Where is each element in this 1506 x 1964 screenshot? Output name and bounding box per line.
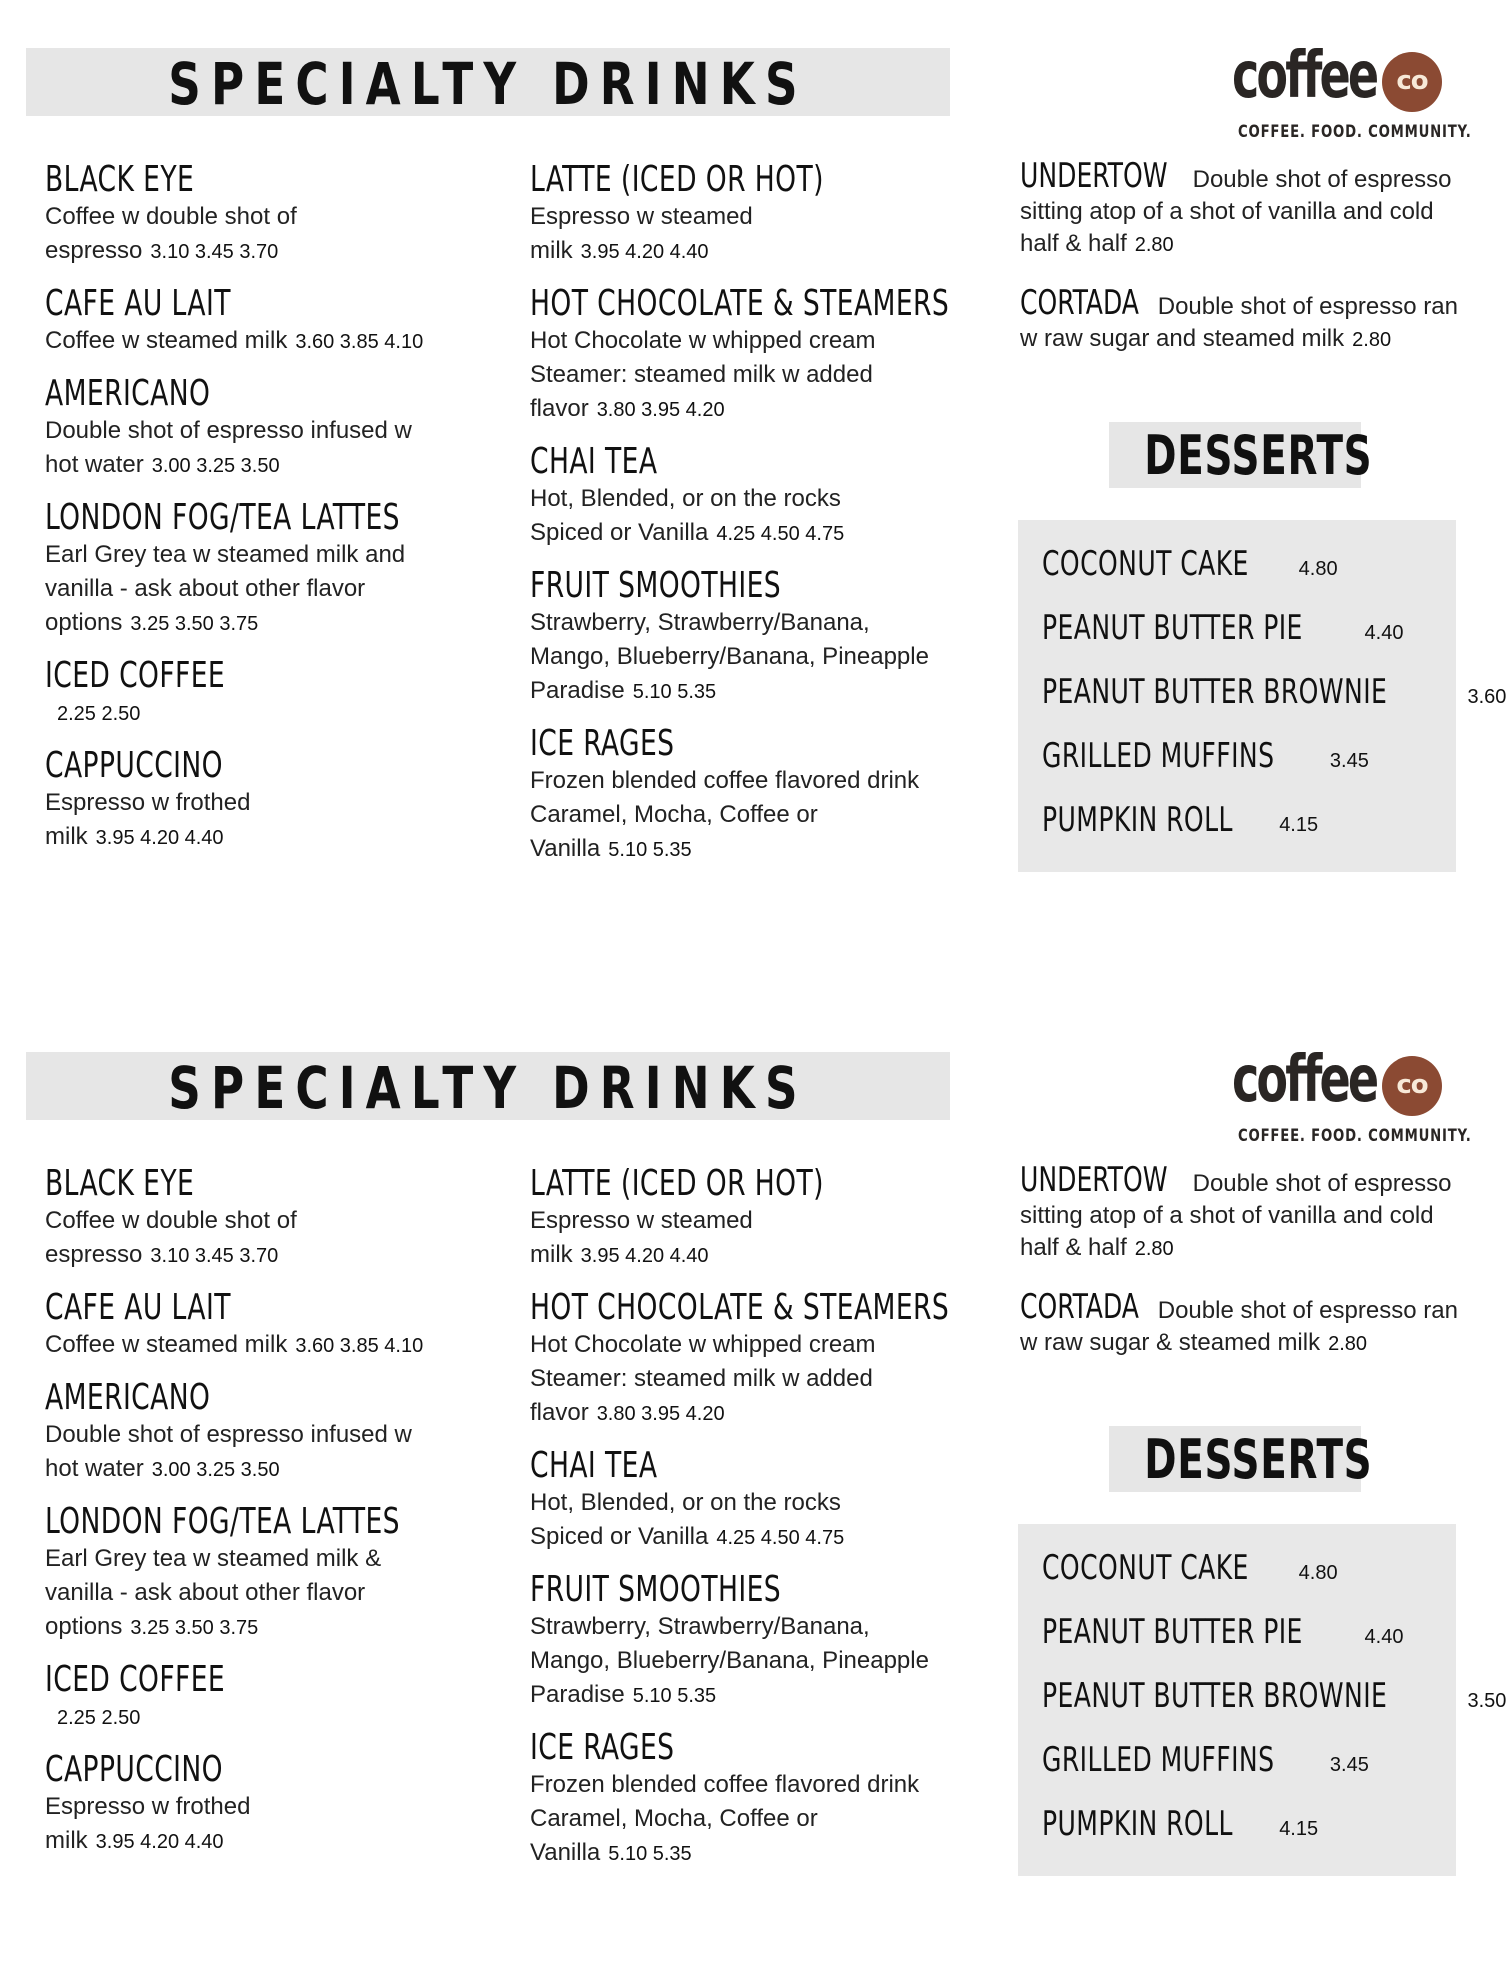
menu-item bbox=[45, 498, 505, 641]
desserts-heading: DESSERTS bbox=[1109, 1426, 1361, 1492]
item-name: BLACK EYE bbox=[45, 1164, 422, 1204]
item-name: ICED COFFEE bbox=[45, 1660, 422, 1700]
item-price: 3.10 3.45 3.70 bbox=[150, 1245, 278, 1267]
item-name: LATTE (ICED OR HOT) bbox=[530, 1164, 915, 1204]
item-name: HOT CHOCOLATE & STEAMERS bbox=[530, 1288, 915, 1328]
item-name: ICE RAGES bbox=[530, 1728, 915, 1768]
desserts-list bbox=[1018, 1524, 1456, 1876]
dessert-price: 4.40 bbox=[1365, 1626, 1404, 1648]
item-price: 3.00 3.25 3.50 bbox=[152, 455, 280, 477]
menu-item bbox=[530, 160, 1000, 269]
dessert-price: 3.60 bbox=[1468, 686, 1506, 708]
drinks-column-1 bbox=[45, 160, 505, 870]
logo-tagline: COFFEE. FOOD. COMMUNITY. bbox=[1238, 1126, 1472, 1146]
dessert-name: PEANUT BUTTER PIE bbox=[1042, 1612, 1303, 1652]
menu-item bbox=[1020, 160, 1460, 261]
item-price: 2.80 bbox=[1135, 1238, 1174, 1260]
dessert-price: 4.80 bbox=[1299, 558, 1338, 580]
item-name: CAPPUCCINO bbox=[45, 746, 422, 786]
dessert-price: 4.15 bbox=[1279, 1818, 1318, 1840]
dessert-price: 3.45 bbox=[1330, 1754, 1369, 1776]
menu-item bbox=[45, 374, 505, 483]
item-name: BLACK EYE bbox=[45, 160, 422, 200]
item-name: HOT CHOCOLATE & STEAMERS bbox=[530, 284, 915, 324]
menu-item bbox=[45, 1750, 505, 1859]
menu-item bbox=[45, 1164, 505, 1273]
item-price: 4.25 4.50 4.75 bbox=[716, 1527, 844, 1549]
menu-item bbox=[45, 656, 505, 731]
desserts-heading: DESSERTS bbox=[1109, 422, 1361, 488]
dessert-name: PUMPKIN ROLL bbox=[1042, 1804, 1233, 1844]
item-price: 3.25 3.50 3.75 bbox=[130, 1617, 258, 1639]
dessert-price: 4.80 bbox=[1299, 1562, 1338, 1584]
coffee-co-logo bbox=[1230, 1040, 1450, 1150]
item-name: CAFE AU LAIT bbox=[45, 284, 422, 324]
menu-title: SPECIALTY DRINKS bbox=[128, 48, 849, 116]
item-name: CHAI TEA bbox=[530, 1446, 915, 1486]
item-price: 3.80 3.95 4.20 bbox=[597, 399, 725, 421]
item-price: 5.10 5.35 bbox=[633, 1685, 716, 1707]
item-price: 2.25 2.50 bbox=[57, 1701, 140, 1735]
item-description: Double shot of espresso ran w raw sugar and steamed milk bbox=[1020, 293, 1458, 352]
menu-item bbox=[530, 566, 1000, 709]
item-name: CAPPUCCINO bbox=[45, 1750, 422, 1790]
dessert-item bbox=[1042, 1548, 1338, 1588]
dessert-price: 4.40 bbox=[1365, 622, 1404, 644]
coffee-co-logo bbox=[1230, 36, 1450, 146]
item-price: 3.60 3.85 4.10 bbox=[295, 1335, 423, 1357]
menu-item bbox=[530, 1288, 1000, 1431]
menu-title: SPECIALTY DRINKS bbox=[128, 1052, 849, 1120]
item-name: CORTADA bbox=[1020, 287, 1139, 319]
drinks-column-2 bbox=[530, 1164, 1000, 1886]
menu-item bbox=[45, 284, 505, 359]
item-description: Strawberry, Strawberry/Banana, Mango, Blueberry/Banana, Pineapple Paradise bbox=[530, 609, 929, 704]
item-price: 5.10 5.35 bbox=[608, 1843, 691, 1865]
item-price: 3.95 4.20 4.40 bbox=[581, 1245, 709, 1267]
item-description: Strawberry, Strawberry/Banana, Mango, Blueberry/Banana, Pineapple Paradise bbox=[530, 1613, 929, 1708]
dessert-item bbox=[1042, 800, 1318, 840]
menu-item bbox=[45, 1288, 505, 1363]
menu-sheet-top bbox=[0, 0, 1484, 960]
item-price: 5.10 5.35 bbox=[608, 839, 691, 861]
item-price: 3.80 3.95 4.20 bbox=[597, 1403, 725, 1425]
item-description: Frozen blended coffee flavored drink Caramel, Mocha, Coffee or Vanilla bbox=[530, 1771, 919, 1866]
menu-item bbox=[1020, 1291, 1460, 1360]
logo-wordmark: coffee bbox=[1232, 36, 1376, 116]
item-description: Double shot of espresso sitting atop of a shot of vanilla and cold half & half bbox=[1020, 166, 1451, 257]
item-name: FRUIT SMOOTHIES bbox=[530, 1570, 915, 1610]
item-name: LONDON FOG/TEA LATTES bbox=[45, 498, 422, 538]
item-price: 2.80 bbox=[1352, 329, 1391, 351]
item-description: Coffee w double shot of espresso bbox=[45, 1207, 297, 1268]
menu-item bbox=[530, 284, 1000, 427]
item-price: 3.95 4.20 4.40 bbox=[581, 241, 709, 263]
menu-item bbox=[1020, 287, 1460, 356]
dessert-name: PEANUT BUTTER PIE bbox=[1042, 608, 1303, 648]
logo-wordmark: coffee bbox=[1232, 1040, 1376, 1120]
item-price: 2.80 bbox=[1135, 234, 1174, 256]
item-name: ICED COFFEE bbox=[45, 656, 422, 696]
menu-item bbox=[530, 442, 1000, 551]
item-price: 5.10 5.35 bbox=[633, 681, 716, 703]
item-name: CORTADA bbox=[1020, 1291, 1139, 1323]
item-description: Double shot of espresso infused w hot water bbox=[45, 417, 412, 478]
dessert-name: GRILLED MUFFINS bbox=[1042, 1740, 1274, 1780]
item-description: Coffee w double shot of espresso bbox=[45, 203, 297, 264]
menu-item bbox=[45, 1502, 505, 1645]
dessert-item bbox=[1042, 1612, 1403, 1652]
logo-tagline: COFFEE. FOOD. COMMUNITY. bbox=[1238, 122, 1472, 142]
item-price: 3.25 3.50 3.75 bbox=[130, 613, 258, 635]
menu-item bbox=[530, 1446, 1000, 1555]
dessert-price: 3.50 bbox=[1468, 1690, 1506, 1712]
item-name: AMERICANO bbox=[45, 1378, 422, 1418]
item-name: UNDERTOW bbox=[1020, 1164, 1168, 1196]
item-name: CHAI TEA bbox=[530, 442, 915, 482]
item-name: AMERICANO bbox=[45, 374, 422, 414]
menu-item bbox=[45, 160, 505, 269]
item-price: 2.25 2.50 bbox=[57, 697, 140, 731]
item-price: 3.95 4.20 4.40 bbox=[96, 827, 224, 849]
item-description: Double shot of espresso sitting atop of a shot of vanilla and cold half & half bbox=[1020, 1170, 1451, 1261]
item-description: Earl Grey tea w steamed milk and vanilla - ask about other flavor options bbox=[45, 541, 405, 636]
item-price: 2.80 bbox=[1328, 1333, 1367, 1355]
dessert-name: PUMPKIN ROLL bbox=[1042, 800, 1233, 840]
item-description: Hot Chocolate w whipped cream Steamer: steamed milk w added flavor bbox=[530, 327, 876, 422]
title-banner bbox=[26, 48, 950, 116]
drinks-column-1 bbox=[45, 1164, 505, 1874]
item-price: 3.10 3.45 3.70 bbox=[150, 241, 278, 263]
dessert-item bbox=[1042, 1676, 1506, 1716]
dessert-price: 3.45 bbox=[1330, 750, 1369, 772]
dessert-name: COCONUT CAKE bbox=[1042, 1548, 1249, 1588]
item-price: 3.60 3.85 4.10 bbox=[295, 331, 423, 353]
item-name: LONDON FOG/TEA LATTES bbox=[45, 1502, 422, 1542]
dessert-price: 4.15 bbox=[1279, 814, 1318, 836]
menu-item bbox=[530, 1570, 1000, 1713]
item-description: Hot, Blended, or on the rocks Spiced or Vanilla bbox=[530, 485, 841, 546]
item-description: Espresso w frothed milk bbox=[45, 789, 250, 850]
item-price: 4.25 4.50 4.75 bbox=[716, 523, 844, 545]
dessert-item bbox=[1042, 1804, 1318, 1844]
dessert-item bbox=[1042, 736, 1369, 776]
cup-logo-icon: co bbox=[1382, 1056, 1442, 1116]
item-description: Earl Grey tea w steamed milk & vanilla - ask about other flavor options bbox=[45, 1545, 381, 1640]
desserts-list bbox=[1018, 520, 1456, 872]
drinks-column-2 bbox=[530, 160, 1000, 882]
dessert-name: COCONUT CAKE bbox=[1042, 544, 1249, 584]
item-name: LATTE (ICED OR HOT) bbox=[530, 160, 915, 200]
item-price: 3.00 3.25 3.50 bbox=[152, 1459, 280, 1481]
item-name: ICE RAGES bbox=[530, 724, 915, 764]
item-description: Coffee w steamed milk bbox=[45, 327, 287, 354]
item-name: FRUIT SMOOTHIES bbox=[530, 566, 915, 606]
drinks-column-3 bbox=[1020, 1164, 1460, 1386]
item-description: Espresso w frothed milk bbox=[45, 1793, 250, 1854]
item-description: Double shot of espresso infused w hot water bbox=[45, 1421, 412, 1482]
menu-item bbox=[530, 1164, 1000, 1273]
title-banner bbox=[26, 1052, 950, 1120]
item-description: Espresso w steamed milk bbox=[530, 1207, 753, 1268]
item-description: Espresso w steamed milk bbox=[530, 203, 753, 264]
item-description: Hot Chocolate w whipped cream Steamer: steamed milk w added flavor bbox=[530, 1331, 876, 1426]
dessert-item bbox=[1042, 544, 1338, 584]
item-description: Frozen blended coffee flavored drink Caramel, Mocha, Coffee or Vanilla bbox=[530, 767, 919, 862]
menu-item bbox=[530, 724, 1000, 867]
item-description: Double shot of espresso ran w raw sugar & steamed milk bbox=[1020, 1297, 1458, 1356]
item-description: Coffee w steamed milk bbox=[45, 1331, 287, 1358]
menu-item bbox=[45, 1660, 505, 1735]
dessert-item bbox=[1042, 1740, 1369, 1780]
dessert-name: PEANUT BUTTER BROWNIE bbox=[1042, 1676, 1387, 1716]
dessert-name: GRILLED MUFFINS bbox=[1042, 736, 1274, 776]
item-name: CAFE AU LAIT bbox=[45, 1288, 422, 1328]
menu-item bbox=[45, 1378, 505, 1487]
dessert-item bbox=[1042, 672, 1506, 712]
cup-logo-icon: co bbox=[1382, 52, 1442, 112]
menu-item bbox=[45, 746, 505, 855]
menu-sheet-bottom bbox=[0, 1004, 1484, 1964]
dessert-item bbox=[1042, 608, 1403, 648]
menu-item bbox=[1020, 1164, 1460, 1265]
drinks-column-3 bbox=[1020, 160, 1460, 382]
item-description: Hot, Blended, or on the rocks Spiced or Vanilla bbox=[530, 1489, 841, 1550]
dessert-name: PEANUT BUTTER BROWNIE bbox=[1042, 672, 1387, 712]
menu-item bbox=[530, 1728, 1000, 1871]
item-name: UNDERTOW bbox=[1020, 160, 1168, 192]
item-price: 3.95 4.20 4.40 bbox=[96, 1831, 224, 1853]
